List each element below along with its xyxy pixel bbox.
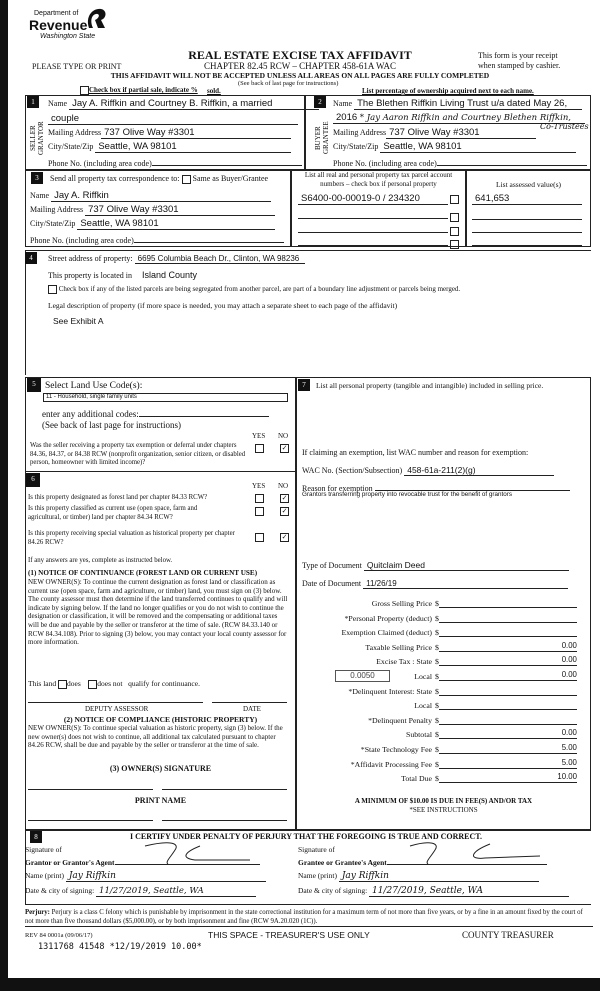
dollar-sign: $ xyxy=(435,672,439,681)
fee-row xyxy=(296,743,579,754)
dollar-sign: $ xyxy=(435,715,439,725)
dollar-sign: $ xyxy=(435,613,439,623)
fee-value-field[interactable]: 10.00 xyxy=(439,772,577,783)
fee-value-field[interactable]: 0.00 xyxy=(439,641,577,652)
fee-row xyxy=(296,714,579,725)
grantee-date-city-field[interactable]: 11/27/2019, Seattle, WA xyxy=(369,886,569,897)
parcel-number-field[interactable] xyxy=(298,208,448,219)
land-use-code-select[interactable]: 11 - Household, single family units xyxy=(43,393,288,402)
fee-row xyxy=(296,758,579,769)
fee-label: Taxable Selling Price xyxy=(365,642,432,652)
current-use-no-checkbox[interactable]: ✓ xyxy=(281,507,288,515)
fee-label: Local xyxy=(414,672,432,681)
seller-address-field[interactable]: 737 Olive Way #3301 xyxy=(101,127,291,139)
fee-value-field[interactable] xyxy=(439,714,577,725)
buyer-address-field[interactable]: 737 Olive Way #3301 xyxy=(386,127,536,139)
historic-no-checkbox[interactable]: ✓ xyxy=(281,533,288,541)
fee-row xyxy=(296,597,579,608)
fee-value-field[interactable] xyxy=(439,612,577,623)
fee-value-field[interactable] xyxy=(439,685,577,696)
fee-label: *State Technology Fee xyxy=(360,745,432,754)
assessed-line xyxy=(472,245,582,246)
fee-value-field[interactable] xyxy=(439,626,577,637)
buyer-name-field-2[interactable]: 2016 * Jay Aaron Riffkin and Courtney Blethen Riffkin, xyxy=(333,112,585,124)
document-type-field[interactable]: Quitclaim Deed xyxy=(364,560,569,571)
fee-label: Exemption Claimed (deduct) xyxy=(341,628,432,638)
reason-line xyxy=(375,481,570,491)
dollar-sign: $ xyxy=(435,686,439,696)
scan-edge-bottom xyxy=(0,978,600,991)
assessed-value-field[interactable]: 641,653 xyxy=(472,193,582,205)
does-not-qualify-checkbox[interactable] xyxy=(88,680,97,689)
fee-label: Gross Selling Price xyxy=(371,599,432,608)
divider xyxy=(25,471,296,472)
personal-property-checkbox[interactable] xyxy=(450,195,459,204)
corr-name-field[interactable]: Jay A. Riffkin xyxy=(51,190,271,202)
dollar-sign: $ xyxy=(435,745,439,754)
fee-value-field[interactable] xyxy=(439,597,577,608)
parcel-number-field[interactable] xyxy=(298,235,448,246)
dollar-sign: $ xyxy=(435,730,439,740)
street-address-field[interactable]: 6695 Columbia Beach Dr., Clinton, WA 98236 xyxy=(135,254,305,264)
corr-phone-field[interactable] xyxy=(134,233,284,243)
local-rate-field[interactable]: 0.0050 xyxy=(335,670,390,682)
corr-city-field[interactable]: Seattle, WA 98101 xyxy=(77,218,275,230)
seller-name-field[interactable]: Jay A. Riffkin and Courtney B. Riffkin, a married xyxy=(69,98,319,110)
fee-value-field[interactable]: 0.00 xyxy=(439,670,577,681)
fee-row xyxy=(296,685,579,696)
dollar-sign: $ xyxy=(435,642,439,652)
dollar-sign: $ xyxy=(435,701,439,711)
fee-value-field[interactable]: 5.00 xyxy=(439,743,577,754)
fee-row xyxy=(296,655,579,666)
fee-label: Subtotal xyxy=(406,730,432,740)
fee-row xyxy=(296,612,579,623)
scan-edge xyxy=(0,0,8,991)
segregated-checkbox[interactable] xyxy=(48,285,57,294)
reason-field[interactable]: Grantors transferring property into revocable trust for the benefit of grantors xyxy=(302,491,512,498)
seller-name-field-2[interactable]: couple xyxy=(48,113,298,125)
print-name-line[interactable] xyxy=(28,820,153,821)
corr-address-field[interactable]: 737 Olive Way #3301 xyxy=(85,204,275,216)
owner-signature-line[interactable] xyxy=(28,789,153,790)
exempt-yes-checkbox[interactable] xyxy=(255,444,264,453)
fee-row xyxy=(296,641,579,652)
fee-value-field[interactable]: 0.00 xyxy=(439,655,577,666)
grantor-date-city-field[interactable]: 11/27/2019, Seattle, WA xyxy=(96,886,256,897)
historic-yes-checkbox[interactable] xyxy=(255,533,264,542)
partial-sale-checkbox[interactable]: Check box if partial sale, indicate % xyxy=(80,86,198,95)
perjury-notice: Perjury: Perjury is a class C felony which is punishable by imprisonment in the state correctional institution for a maximum term of not more than five years, or by a fine in an amount fixed by the court of not more than five thousand dollars ($5,000.00), or by both imprisonment and fine (RCW 9A.20.020 (1C)). xyxy=(25,908,593,927)
forest-yes-checkbox[interactable] xyxy=(255,494,264,503)
dollar-sign: $ xyxy=(435,657,439,667)
dor-logo-icon xyxy=(85,6,107,30)
fee-value-field[interactable] xyxy=(439,699,577,710)
additional-codes-field[interactable] xyxy=(139,407,269,417)
grantor-signature xyxy=(140,838,290,866)
buyer-phone-field[interactable] xyxy=(437,156,587,166)
forest-no-checkbox[interactable]: ✓ xyxy=(281,494,288,502)
assessor-date-line[interactable] xyxy=(212,702,287,703)
dollar-sign: $ xyxy=(435,774,439,784)
fee-value-field[interactable]: 0.00 xyxy=(439,728,577,739)
seller-phone-field[interactable] xyxy=(152,156,302,166)
dollar-sign: $ xyxy=(435,599,439,608)
assessed-line xyxy=(472,219,582,220)
fee-label: *Personal Property (deduct) xyxy=(344,613,432,623)
deputy-assessor-signature-line[interactable] xyxy=(28,702,203,703)
fee-row xyxy=(296,728,579,739)
grantor-name-field[interactable]: Jay Riffkin xyxy=(66,871,266,882)
same-as-buyer-checkbox[interactable] xyxy=(182,175,191,184)
document-date-field[interactable]: 11/26/19 xyxy=(363,579,568,589)
dollar-sign: $ xyxy=(435,759,439,769)
treasurer-stamp: 1311768 41548 *12/19/2019 10.00* xyxy=(38,942,202,952)
seller-city-field[interactable]: Seattle, WA 98101 xyxy=(95,141,291,153)
current-use-yes-checkbox[interactable] xyxy=(255,507,264,516)
does-qualify-checkbox[interactable] xyxy=(58,680,67,689)
fee-label: *Affidavit Processing Fee xyxy=(350,759,432,769)
fee-label: *Delinquent Penalty xyxy=(368,715,432,725)
fee-label: *Delinquent Interest: State xyxy=(348,686,432,696)
form-title: REAL ESTATE EXCISE TAX AFFIDAVIT xyxy=(188,48,412,62)
assessed-line xyxy=(472,232,582,233)
parcel-number-field[interactable]: S6400-00-00019-0 / 234320 xyxy=(298,193,448,205)
dollar-sign: $ xyxy=(435,628,439,638)
owner-signature-line[interactable] xyxy=(162,789,287,790)
exempt-no-checkbox[interactable]: ✓ xyxy=(281,444,288,452)
fee-value-field[interactable]: 5.00 xyxy=(439,758,577,769)
buyer-name-field[interactable]: The Blethen Riffkin Living Trust u/a dated May 26, xyxy=(354,98,582,110)
print-name-line[interactable] xyxy=(162,820,287,821)
fee-row xyxy=(296,772,579,783)
fee-label: Local xyxy=(414,701,432,711)
grantee-signature xyxy=(390,838,560,866)
buyer-city-field[interactable]: Seattle, WA 98101 xyxy=(380,141,576,153)
personal-property-checkbox[interactable] xyxy=(450,240,459,249)
personal-property-checkbox[interactable] xyxy=(450,213,459,222)
county-field[interactable]: Island County xyxy=(141,270,198,280)
grantee-name-field[interactable]: Jay Riffkin xyxy=(339,871,539,882)
legal-description-field[interactable]: See Exhibit A xyxy=(53,316,104,326)
fee-label: Total Due xyxy=(401,774,432,784)
fee-row xyxy=(296,626,579,637)
fee-row xyxy=(296,699,579,710)
wac-number-field[interactable]: 458-61a-211(2)(g) xyxy=(404,465,554,476)
fee-label: Excise Tax : State xyxy=(376,657,432,667)
parcel-number-field[interactable] xyxy=(298,222,448,233)
property-section xyxy=(25,250,591,375)
